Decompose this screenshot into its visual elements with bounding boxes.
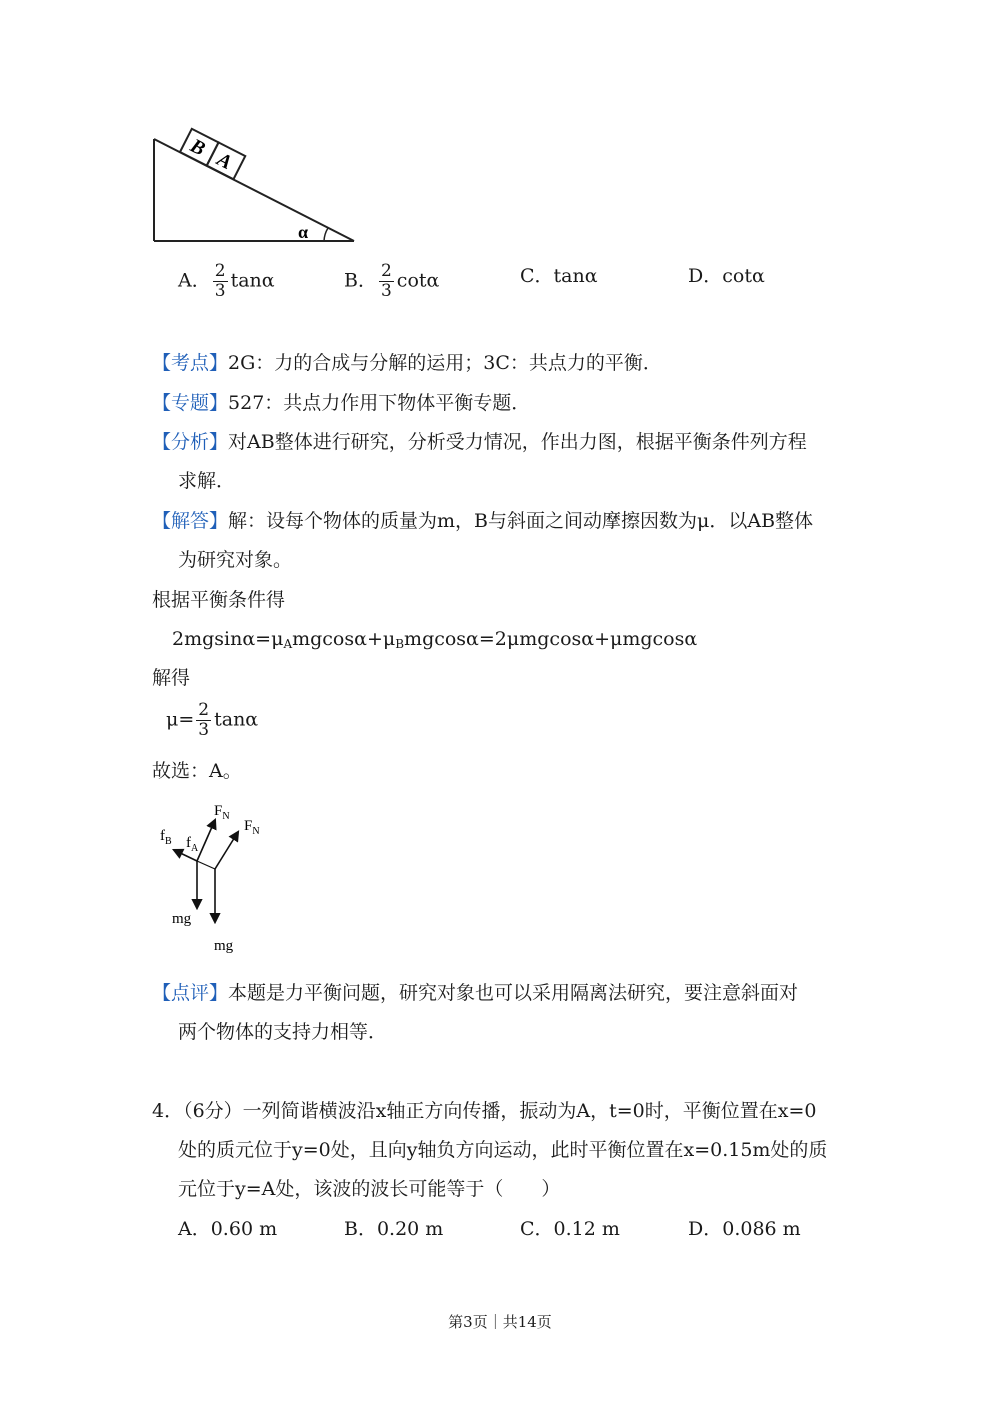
q4-option-a: A．0.60 m	[178, 1218, 278, 1240]
step-solve: 解得	[152, 667, 191, 689]
kaodian-line: 【考点】2G：力的合成与分解的运用；3C：共点力的平衡．	[152, 352, 662, 374]
angle-label: α	[298, 222, 309, 242]
block-a-label: A	[213, 148, 236, 174]
blocks-group	[180, 129, 245, 179]
incline-figure	[150, 125, 360, 247]
jieda-line2: 为研究对象。	[178, 549, 293, 571]
equation-line: $2mgsin\alpha=\mu_Amgcos\alpha+\mu_Bmgcos\alpha=2\mu mgcos\alpha+\mu mgcos\alpha$	[172, 628, 698, 651]
fenxi-line2: 求解．	[178, 470, 236, 492]
fn-arrow-b	[215, 832, 238, 869]
zhuanti-line: 【专题】527：共点力作用下物体平衡专题．	[152, 392, 531, 414]
answer-line: 故选：A。	[152, 760, 242, 782]
q3-option-b: B． $\frac{2}{3}$ cotα	[344, 261, 440, 301]
jieda-line1: 【解答】解：设每个物体的质量为m，B与斜面之间动摩擦因数为μ．以AB整体	[152, 510, 814, 532]
contact-link	[197, 861, 215, 869]
jieda-tag: 【解答】	[152, 510, 229, 532]
q3-option-a: A． $\frac{2}{3}$ tanα	[178, 261, 275, 301]
block-b-label: B	[186, 134, 209, 161]
fa-label: $f_A$	[186, 835, 199, 854]
dianping-line1: 【点评】本题是力平衡问题，研究对象也可以采用隔离法研究，要注意斜面对	[152, 982, 799, 1004]
angle-arc	[324, 228, 328, 241]
mg-label-2: mg	[214, 938, 234, 954]
dianping-tag: 【点评】	[152, 982, 229, 1004]
fenxi-tag: 【分析】	[152, 431, 229, 453]
fenxi-line1: 【分析】对AB整体进行研究，分析受力情况，作出力图，根据平衡条件列方程	[152, 431, 807, 453]
kaodian-tag: 【考点】	[152, 352, 229, 374]
q3-option-c: C．tanα	[520, 265, 598, 287]
step-balance-condition: 根据平衡条件得	[152, 589, 286, 611]
q4-option-d: D．0.086 m	[688, 1218, 801, 1240]
fn-label-2: $F_N$	[244, 818, 260, 837]
q4-line2: 处的质元位于y=0处，且向y轴负方向运动，此时平衡位置在x=0.15m处的质	[178, 1139, 828, 1161]
fn-arrow-a	[197, 820, 215, 861]
q3-option-d: D．cotα	[688, 265, 765, 287]
result-line: μ= $\frac{2}{3}$ tanα	[166, 700, 259, 740]
q4-option-b: B．0.20 m	[344, 1218, 444, 1240]
q4-line3: 元位于y=A处，该波的波长可能等于（ ）	[178, 1178, 561, 1200]
page-footer: 第3页｜共14页	[448, 1313, 552, 1331]
fb-label: $f_B$	[160, 828, 172, 847]
mg-label-1: mg	[172, 911, 192, 927]
q4-line1: 4．（6分）一列简谐横波沿x轴正方向传播，振动为A，t=0时，平衡位置在x=0	[152, 1100, 817, 1122]
q4-option-c: C．0.12 m	[520, 1218, 620, 1240]
zhuanti-tag: 【专题】	[152, 392, 229, 414]
force-diagram	[150, 795, 290, 960]
fn-label-1: $F_N$	[214, 803, 230, 822]
dianping-line2: 两个物体的支持力相等．	[178, 1021, 388, 1043]
